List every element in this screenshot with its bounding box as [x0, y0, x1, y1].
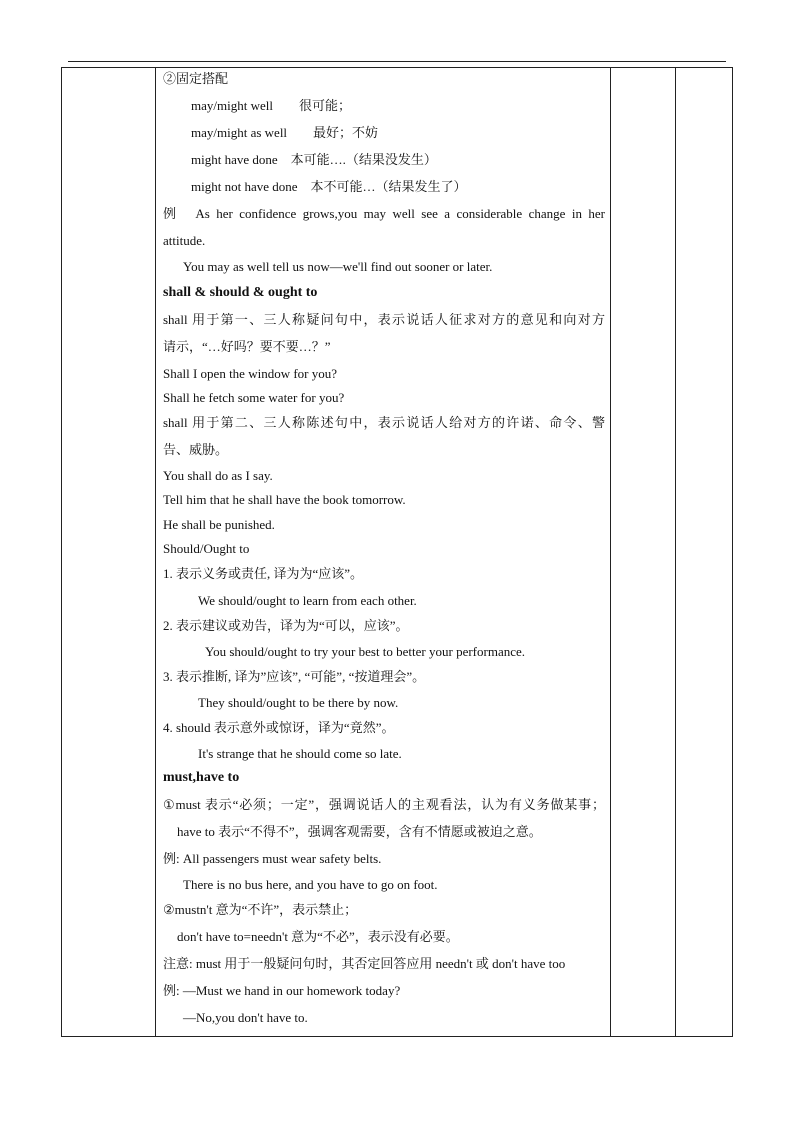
text-line: might not have done 本不可能…（结果发生了） — [191, 179, 467, 194]
text-line: might have done 本可能….（结果没发生） — [191, 152, 437, 167]
text-line: You should/ought to try your best to better your performance. — [205, 644, 526, 659]
text-line: have to 表示“不得不”，强调客观需要，含有不情愿或被迫之意。 — [177, 824, 542, 839]
text-line: Should/Ought to — [163, 541, 250, 556]
section-heading: must,have to — [163, 770, 240, 785]
text-line: may/might well 很可能； — [191, 98, 351, 113]
header-rule — [68, 61, 726, 62]
column-divider-1 — [155, 67, 156, 1037]
column-divider-3 — [675, 67, 676, 1037]
text-line: Shall I open the window for you? — [163, 366, 338, 381]
text-line: 请示，“…好吗？要不要…？” — [163, 339, 331, 354]
text-line: They should/ought to be there by now. — [198, 695, 399, 710]
text-line: ②mustn't 意为“不许”，表示禁止； — [163, 902, 358, 917]
text-line: 2. 表示建议或劝告，译为为“可以，应该”。 — [163, 618, 409, 633]
text-line: 注意: must 用于一般疑问句时，其否定回答应用 needn't 或 don't have too — [163, 956, 566, 971]
text-line: 1. 表示义务或责任, 译为为“应该”。 — [163, 566, 364, 581]
text-line: 3. 表示推断, 译为”应该”, “可能”, “按道理会”。 — [163, 669, 426, 684]
text-line: don't have to=needn't 意为“不必”，表示没有必要。 — [177, 929, 459, 944]
text-line: shall 用于第一、三人称疑问句中，表示说话人征求对方的意见和向对方 — [163, 312, 605, 327]
text-line: We should/ought to learn from each other. — [198, 593, 417, 608]
text-line: 告、威胁。 — [163, 442, 229, 457]
text-line: Shall he fetch some water for you? — [163, 390, 345, 405]
text-line: There is no bus here, and you have to go on foot. — [183, 877, 438, 892]
text-line: ①must 表示“必须；一定”，强调说话人的主观看法，认为有义务做某事； — [163, 797, 605, 812]
text-line: shall 用于第二、三人称陈述句中，表示说话人给对方的许诺、命令、警 — [163, 415, 605, 430]
text-line: You may as well tell us now—we'll find out sooner or later. — [183, 259, 493, 274]
section-heading: shall & should & ought to — [163, 285, 318, 300]
text-line: 例 As her confidence grows,you may well see a considerable change in her — [163, 206, 605, 221]
text-line: 例: —Must we hand in our homework today? — [163, 983, 401, 998]
text-line: attitude. — [163, 233, 206, 248]
text-line: ②固定搭配 — [163, 71, 229, 86]
text-line: You shall do as I say. — [163, 468, 273, 483]
text-line: It's strange that he should come so late. — [198, 746, 402, 761]
text-line: 例: All passengers must wear safety belts. — [163, 851, 382, 866]
column-divider-2 — [610, 67, 611, 1037]
text-line: may/might as well 最好；不妨 — [191, 125, 379, 140]
text-line: 4. should 表示意外或惊讶，译为“竟然”。 — [163, 720, 395, 735]
text-line: —No,you don't have to. — [183, 1010, 308, 1025]
text-line: He shall be punished. — [163, 517, 275, 532]
text-line: Tell him that he shall have the book tomorrow. — [163, 492, 406, 507]
